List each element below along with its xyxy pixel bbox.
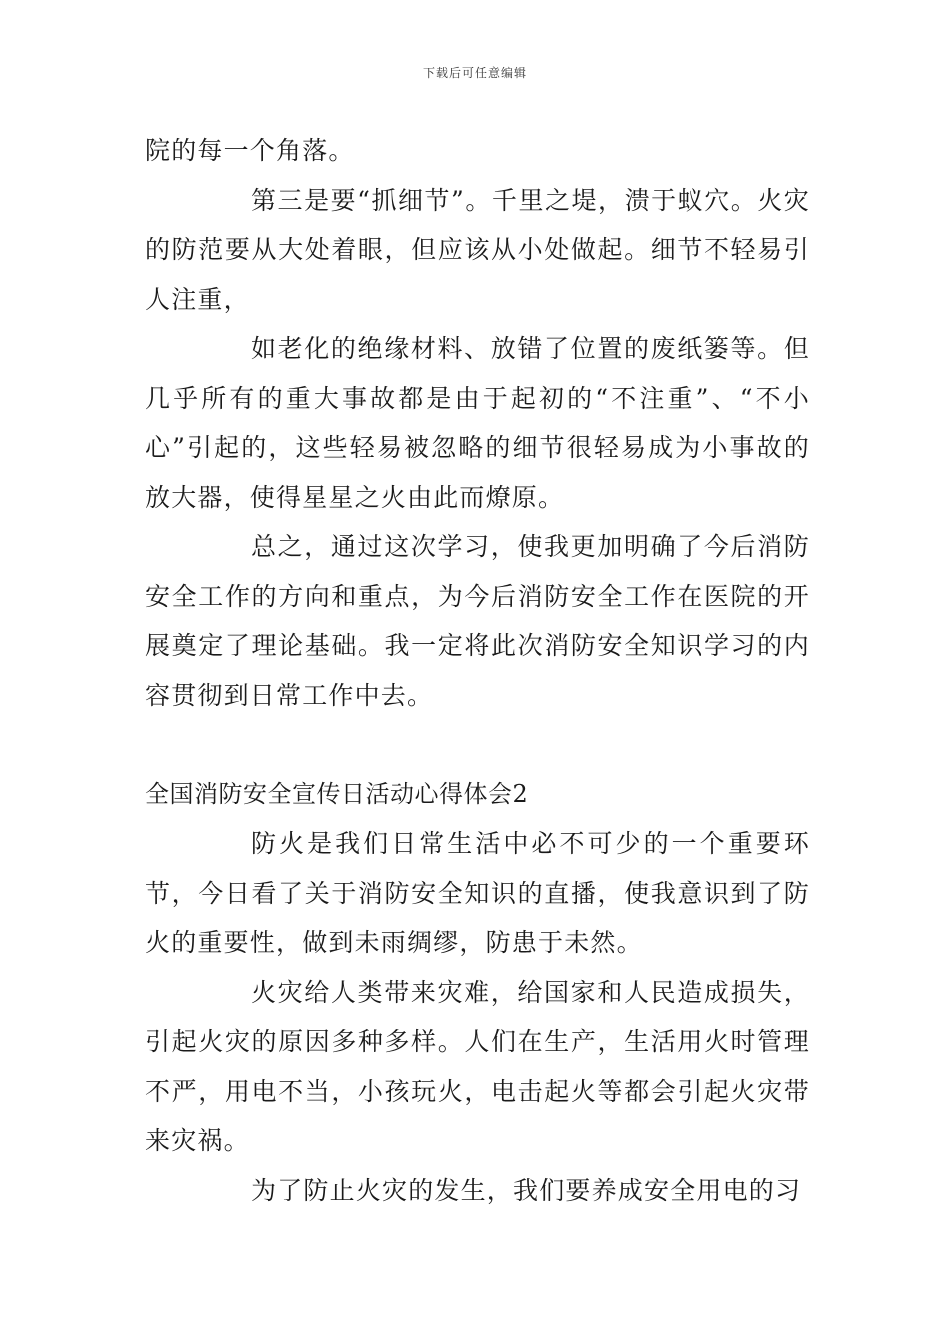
paragraph-continuation: 院的每一个角落。 <box>145 136 355 165</box>
document-body <box>145 126 810 1215</box>
paragraph-examples: 如老化的绝缘材料、放错了位置的废纸篓等。但几乎所有的重大事故都是由于起初的“不注重”、“不小心”引起的，这些轻易被忽略的细节很轻易成为小事故的放大器，使得星星之火由此而燎原。 <box>145 334 810 512</box>
paragraph-causes: 火灾给人类带来灾难，给国家和人民造成损失，引起火灾的原因多种多样。人们在生产，生活用火时管理不严，用电不当，小孩玩火，电击起火等都会引起火灾带来灾祸。 <box>145 977 810 1155</box>
page-header: 下载后可任意编辑 <box>422 66 527 80</box>
section-title: 全国消防安全宣传日活动心得体会2 <box>145 779 529 808</box>
paragraph-intro: 防火是我们日常生活中必不可少的一个重要环节，今日看了关于消防安全知识的直播，使我意识到了防火的重要性，做到未雨绸缪，防患于未然。 <box>145 829 810 957</box>
section-spacer <box>145 720 810 770</box>
paragraph-prevention: 为了防止火灾的发生，我们要养成安全用电的习 <box>251 1175 802 1205</box>
paragraph-conclusion: 总之，通过这次学习，使我更加明确了今后消防安全工作的方向和重点，为今后消防安全工作在医院的开展奠定了理论基础。我一定将此次消防安全知识学习的内容贯彻到日常工作中去。 <box>145 532 810 710</box>
paragraph-details: 第三是要“抓细节”。千里之堤，溃于蚁穴。火灾的防范要从大处着眼，但应该从小处做起。细节不轻易引人注重， <box>145 185 810 314</box>
